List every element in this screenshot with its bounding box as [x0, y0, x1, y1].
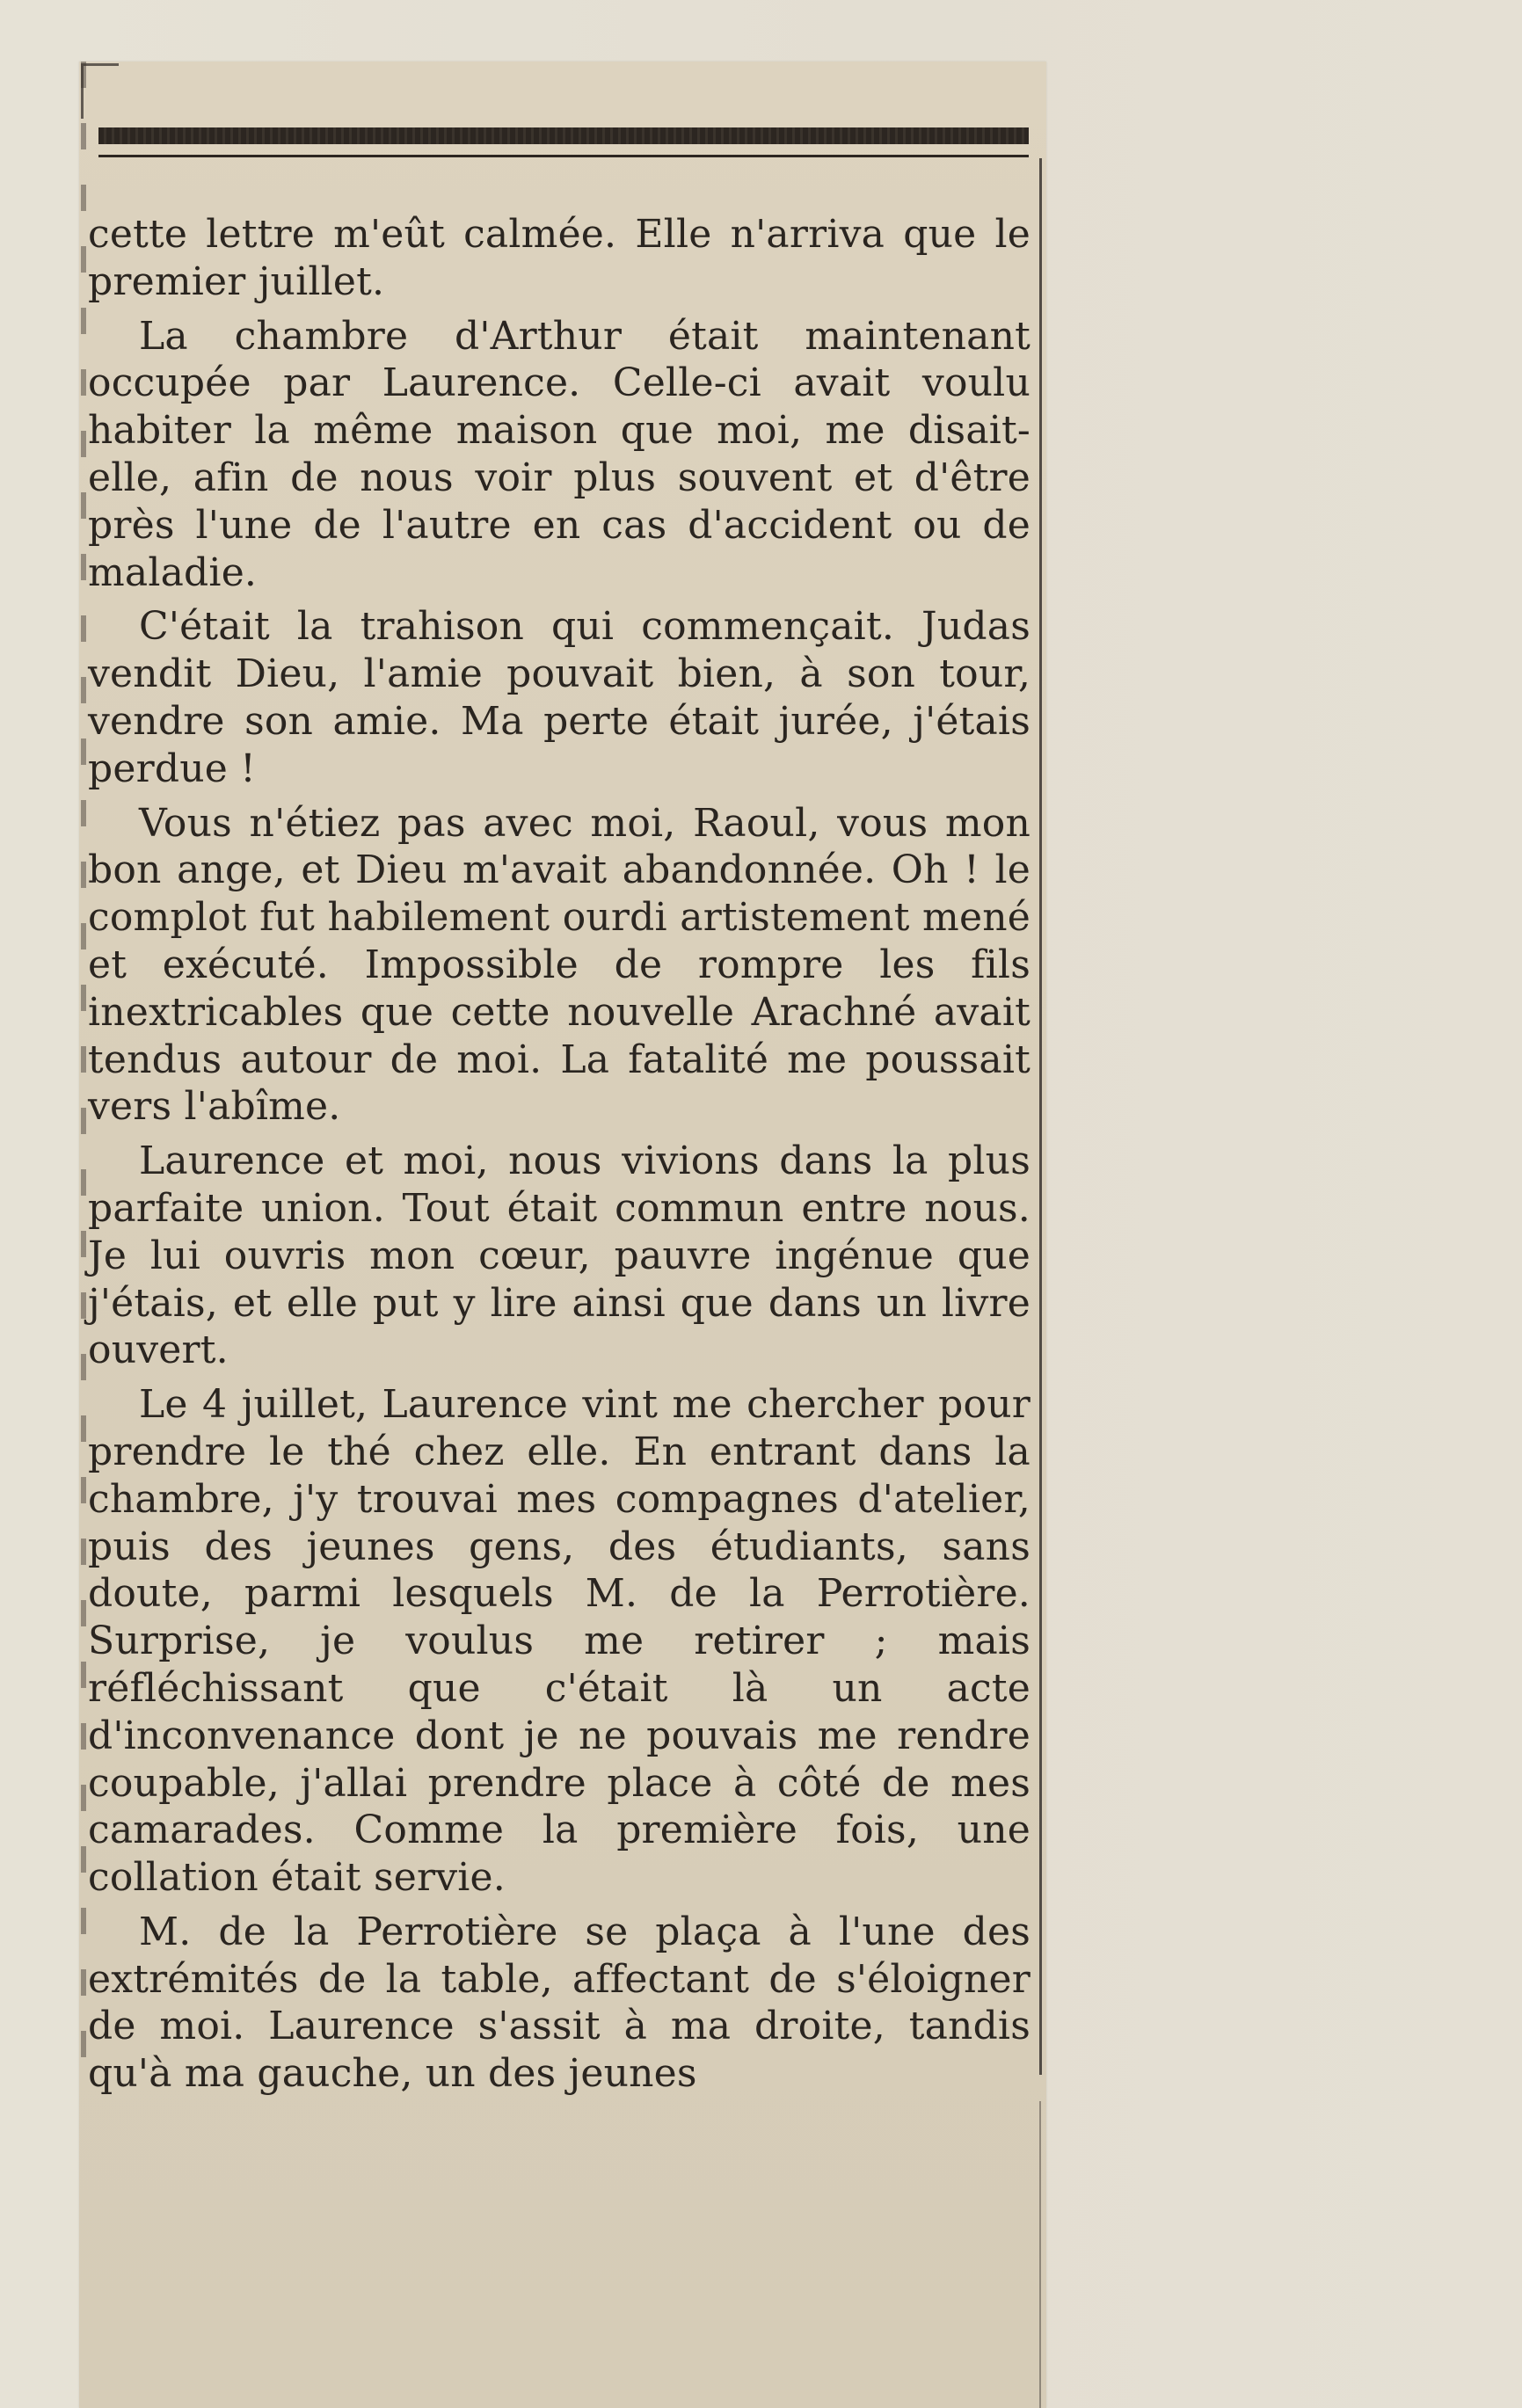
article-paragraph: C'était la trahison qui commençait. Judas vendit Dieu, l'amie pouvait bien, à son tour, vendre son amie. Ma perte était jurée, j'étais perdue !	[88, 604, 1030, 791]
article-column	[88, 211, 1030, 2098]
article-paragraph: Vous n'étiez pas avec moi, Raoul, vous mon bon ange, et Dieu m'avait abandonnée. Oh ! le complot fut habilement ourdi artistement mené et exécuté. Impossible de rompre les fils inextricables que cette nouvelle Arachné avait tendus autour de moi. La fatalité me poussait vers l'abîme.	[88, 800, 1030, 1130]
header-rule-thick	[98, 127, 1029, 144]
article-paragraph: Le 4 juillet, Laurence vint me chercher pour prendre le thé chez elle. En entrant dans la chambre, j'y trouvai mes compagnes d'atelier, puis des jeunes gens, des étudiants, sans doute, parmi lesquels M. de la Perrotière. Surprise, je voulus me retirer ; mais réfléchissant que c'était là un acte d'inconvenance dont je ne pouvais me rendre coupable, j'allai prendre place à côté de mes camarades. Comme la première fois, une collation était servie.	[88, 1382, 1030, 1901]
article-paragraph: M. de la Perrotière se plaça à l'une des extrémités de la table, affectant de s'éloigner de moi. Laurence s'assit à ma droite, tandis qu'à ma gauche, un des jeunes	[88, 1909, 1030, 2097]
clipping-corner-mark	[81, 63, 119, 119]
column-rule-right-faint	[1039, 2101, 1041, 2408]
left-margin-edge	[81, 62, 86, 2084]
header-rule-thin	[98, 155, 1029, 157]
article-paragraph: La chambre d'Arthur était maintenant occupée par Laurence. Celle-ci avait voulu habiter la même maison que moi, me disait-elle, afin de nous voir plus souvent et d'être près l'une de l'autre en cas d'accident ou de maladie.	[88, 313, 1030, 595]
column-rule-right	[1039, 158, 1042, 2075]
article-paragraph: cette lettre m'eût calmée. Elle n'arriva que le premier juillet.	[88, 212, 1030, 304]
article-paragraph: Laurence et moi, nous vivions dans la plus parfaite union. Tout était commun entre nous. Je lui ouvris mon cœur, pauvre ingénue que j'étais, et elle put y lire ainsi que dans un livre ouvert.	[88, 1139, 1030, 1373]
